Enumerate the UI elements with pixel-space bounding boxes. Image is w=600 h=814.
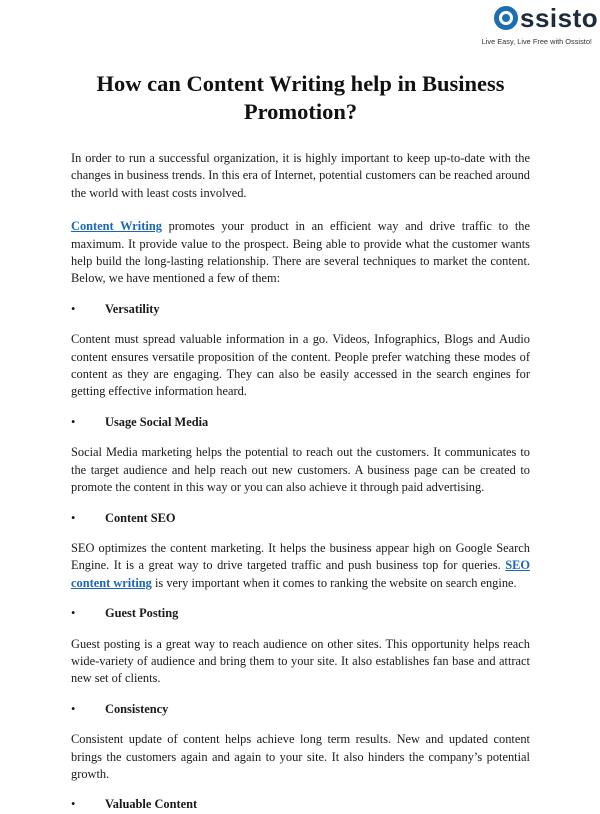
- section-heading-label: Guest Posting: [105, 606, 179, 621]
- seo-content-writing-link[interactable]: SEO content writing: [71, 558, 530, 590]
- content-writing-link[interactable]: Content Writing: [71, 219, 162, 234]
- section-heading-social-media: [71, 414, 530, 431]
- section-heading-versatility: [71, 301, 530, 318]
- section-body-guest-posting: Guest posting is a great way to reach audience on other sites. This opportunity helps reach wide-variety of audience and bring them to your site. It also establishes fan base and attract new set of clients.: [71, 636, 530, 686]
- logo-wordmark: [492, 3, 599, 38]
- document-body: [71, 70, 530, 814]
- bullet-icon: •: [71, 301, 76, 316]
- bullet-icon: •: [71, 606, 76, 621]
- intro-paragraph: In order to run a successful organization, it is highly important to keep up-to-date with the changes in business trends. In this era of Internet, potential customers can be reached around the world with least costs involved.: [71, 151, 530, 200]
- section-body-versatility: Content must spread valuable information in a go. Videos, Infographics, Blogs and Audio content ensures versatile proposition of the content. People prefer watching these modes of content as they are engaging. They can also be easily accessed in the search engines for getting effective information heard.: [71, 332, 530, 399]
- section-heading-valuable-content: [71, 796, 530, 813]
- section-heading-label: Valuable Content: [105, 797, 198, 812]
- logo-o-icon: [494, 6, 518, 30]
- bullet-icon: •: [71, 797, 76, 812]
- section-heading-consistency: [71, 701, 530, 718]
- section-heading-label: Content SEO: [105, 510, 176, 525]
- section-heading-content-seo: [71, 510, 530, 527]
- bullet-icon: •: [71, 510, 76, 525]
- content-writing-paragraph: [71, 218, 530, 288]
- section-body-content-seo: [71, 540, 530, 592]
- section-heading-label: Versatility: [105, 301, 160, 316]
- section-heading-guest-posting: [71, 605, 530, 622]
- section-heading-label: Consistency: [105, 701, 169, 716]
- bullet-icon: •: [71, 701, 76, 716]
- page-title: How can Content Writing help in Business Promotion?: [96, 71, 505, 124]
- logo-tagline: Live Easy, Live Free with Ossisto!: [481, 37, 592, 46]
- section-body-consistency: Consistent update of content helps achieve long term results. New and updated content brings the customers again and again to your site. It also hinders the company’s potential growth.: [71, 732, 530, 781]
- paragraph-text: promotes your product in an efficient way and drive traffic to the maximum. It provide value to the prospect. Being able to provide what the customer wants help build the long-lasting relationship. There are several techniques to market the content. Below, we have mentioned a few of them:: [71, 219, 530, 286]
- paragraph-text: SEO optimizes the content marketing. It helps the business appear high on Google Search Engine. It is a great way to drive targeted traffic and push business top for queries.: [71, 540, 530, 573]
- paragraph-text: is very important when it comes to ranking the website on search engine.: [151, 575, 517, 590]
- logo-brand-rest: ssisto: [520, 3, 599, 33]
- ossisto-logo[interactable]: [481, 3, 599, 50]
- section-body-social-media: Social Media marketing helps the potential to reach out the customers. It communicates to the target audience and help reach out new customers. A business page can be created to promote the content in this way or you can also achieve it through paid advertising.: [71, 445, 530, 495]
- section-heading-label: Usage Social Media: [105, 414, 209, 429]
- bullet-icon: •: [71, 414, 76, 429]
